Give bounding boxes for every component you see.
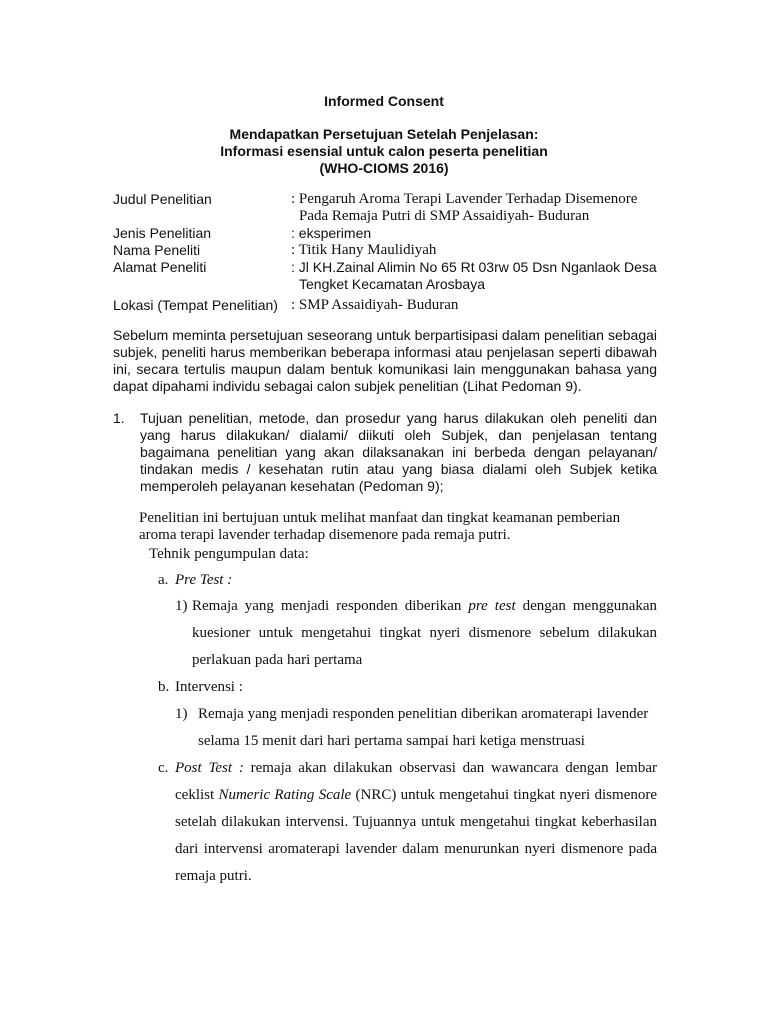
alamat-label: Alamat Peneliti <box>113 259 207 275</box>
alamat-value-2: Tengket Kecamatan Arosbaya <box>299 276 486 292</box>
section-c-line-3: setelah dilakukan intervensi. Tujuannya untuk mengetahui tingkat keberhasilan <box>175 814 657 830</box>
section-b-line-1: Remaja yang menjadi responden penelitian diberikan aromaterapi lavender <box>198 706 649 722</box>
list-item-1 <box>113 410 657 495</box>
section-c-marker: c. <box>158 760 169 776</box>
section-a-sub-marker: 1) <box>175 598 188 614</box>
info-row-judul-cont <box>113 208 673 225</box>
document-title: Informed Consent <box>324 93 444 109</box>
section-b-marker: b. <box>158 679 170 695</box>
section-b-title: Intervensi : <box>175 679 243 695</box>
nama-value: : Titik Hany Maulidiyah <box>291 242 437 258</box>
info-row-alamat <box>113 259 673 276</box>
intro-paragraph: Sebelum meminta persetujuan seseorang untuk berpartisipasi dalam penelitian sebagai subjek, peneliti harus memberikan beberapa informasi atau penjelasan seperti dibawah ini, secara tertulis maupun dalam bentuk komunikasi lain menggunakan bahasa yang dapat dipahami individu sebagai calon subjek penelitian (Lihat Pedoman 9). <box>113 327 657 394</box>
section-c-line-2: ceklist Numeric Rating Scale (NRC) untuk mengetahui tingkat nyeri dismenore <box>175 787 657 803</box>
section-a-line-3: perlakuan pada hari pertama <box>192 652 363 668</box>
info-row-judul <box>113 191 673 208</box>
list-item-1-text: Tujuan penelitian, metode, dan prosedur yang harus dilakukan oleh peneliti dan yang harus dilakukan/ dialami/ diikuti oleh Subjek, dan penjelasan tentang bagaimana penelitian yang akan dilaksanakan ini berbeda dengan pelayanan/ tindakan medis / kesehatan rutin atau yang biasa dialami oleh Subjek ketika memperoleh pelayanan kesehatan (Pedoman 9); <box>140 410 657 494</box>
judul-value-2: Pada Remaja Putri di SMP Assaidiyah- Buduran <box>299 208 590 224</box>
jenis-value: : eksperimen <box>291 225 372 241</box>
lokasi-label: Lokasi (Tempat Penelitian) <box>113 297 278 313</box>
section-c-line-5: remaja putri. <box>175 868 252 884</box>
research-info-table <box>113 191 673 314</box>
document-subtitle-1: Mendapatkan Persetujuan Setelah Penjelasan: <box>229 126 539 142</box>
section-a-marker: a. <box>158 572 169 588</box>
document-subtitle-2: Informasi esensial untuk calon peserta penelitian <box>220 143 548 159</box>
info-row-lokasi <box>113 297 673 314</box>
research-purpose: Penelitian ini bertujuan untuk melihat manfaat dan tingkat keamanan pemberian aroma terapi lavender terhadap disemenore pada remaja putri. <box>139 510 621 543</box>
section-a-line-2: kuesioner untuk mengetahui tingkat nyeri dismenore sebelum dilakukan <box>192 625 657 641</box>
section-c-line-4: dari intervensi aromaterapi lavender dalam menurunkan nyeri dismenore pada <box>175 841 657 857</box>
lokasi-value: : SMP Assaidiyah- Buduran <box>291 297 459 313</box>
section-c-line-1: Post Test : remaja akan dilakukan observasi dan wawancara dengan lembar <box>175 760 658 776</box>
judul-value-1: : Pengaruh Aroma Terapi Lavender Terhadap Disemenore <box>291 191 638 207</box>
nama-label: Nama Peneliti <box>113 242 201 258</box>
info-row-nama <box>113 242 673 259</box>
alamat-value-1: : Jl KH.Zainal Alimin No 65 Rt 03rw 05 Dsn Nganlaok Desa <box>291 259 657 275</box>
info-row-jenis <box>113 225 673 242</box>
section-a-title: Pre Test : <box>175 572 233 588</box>
document-subtitle-3: (WHO-CIOMS 2016) <box>319 160 449 176</box>
list-item-1-number: 1. <box>113 410 125 426</box>
data-collection-heading: Tehnik pengumpulan data: <box>149 546 309 562</box>
judul-label: Judul Penelitian <box>113 191 212 207</box>
section-a-line-1: Remaja yang menjadi responden diberikan pre test dengan menggunakan <box>192 598 658 614</box>
section-b-sub-marker: 1) <box>175 706 188 722</box>
jenis-label: Jenis Penelitian <box>113 225 212 241</box>
info-row-alamat-cont <box>113 276 673 293</box>
section-b-line-2: selama 15 menit dari hari pertama sampai hari ketiga menstruasi <box>198 733 585 749</box>
